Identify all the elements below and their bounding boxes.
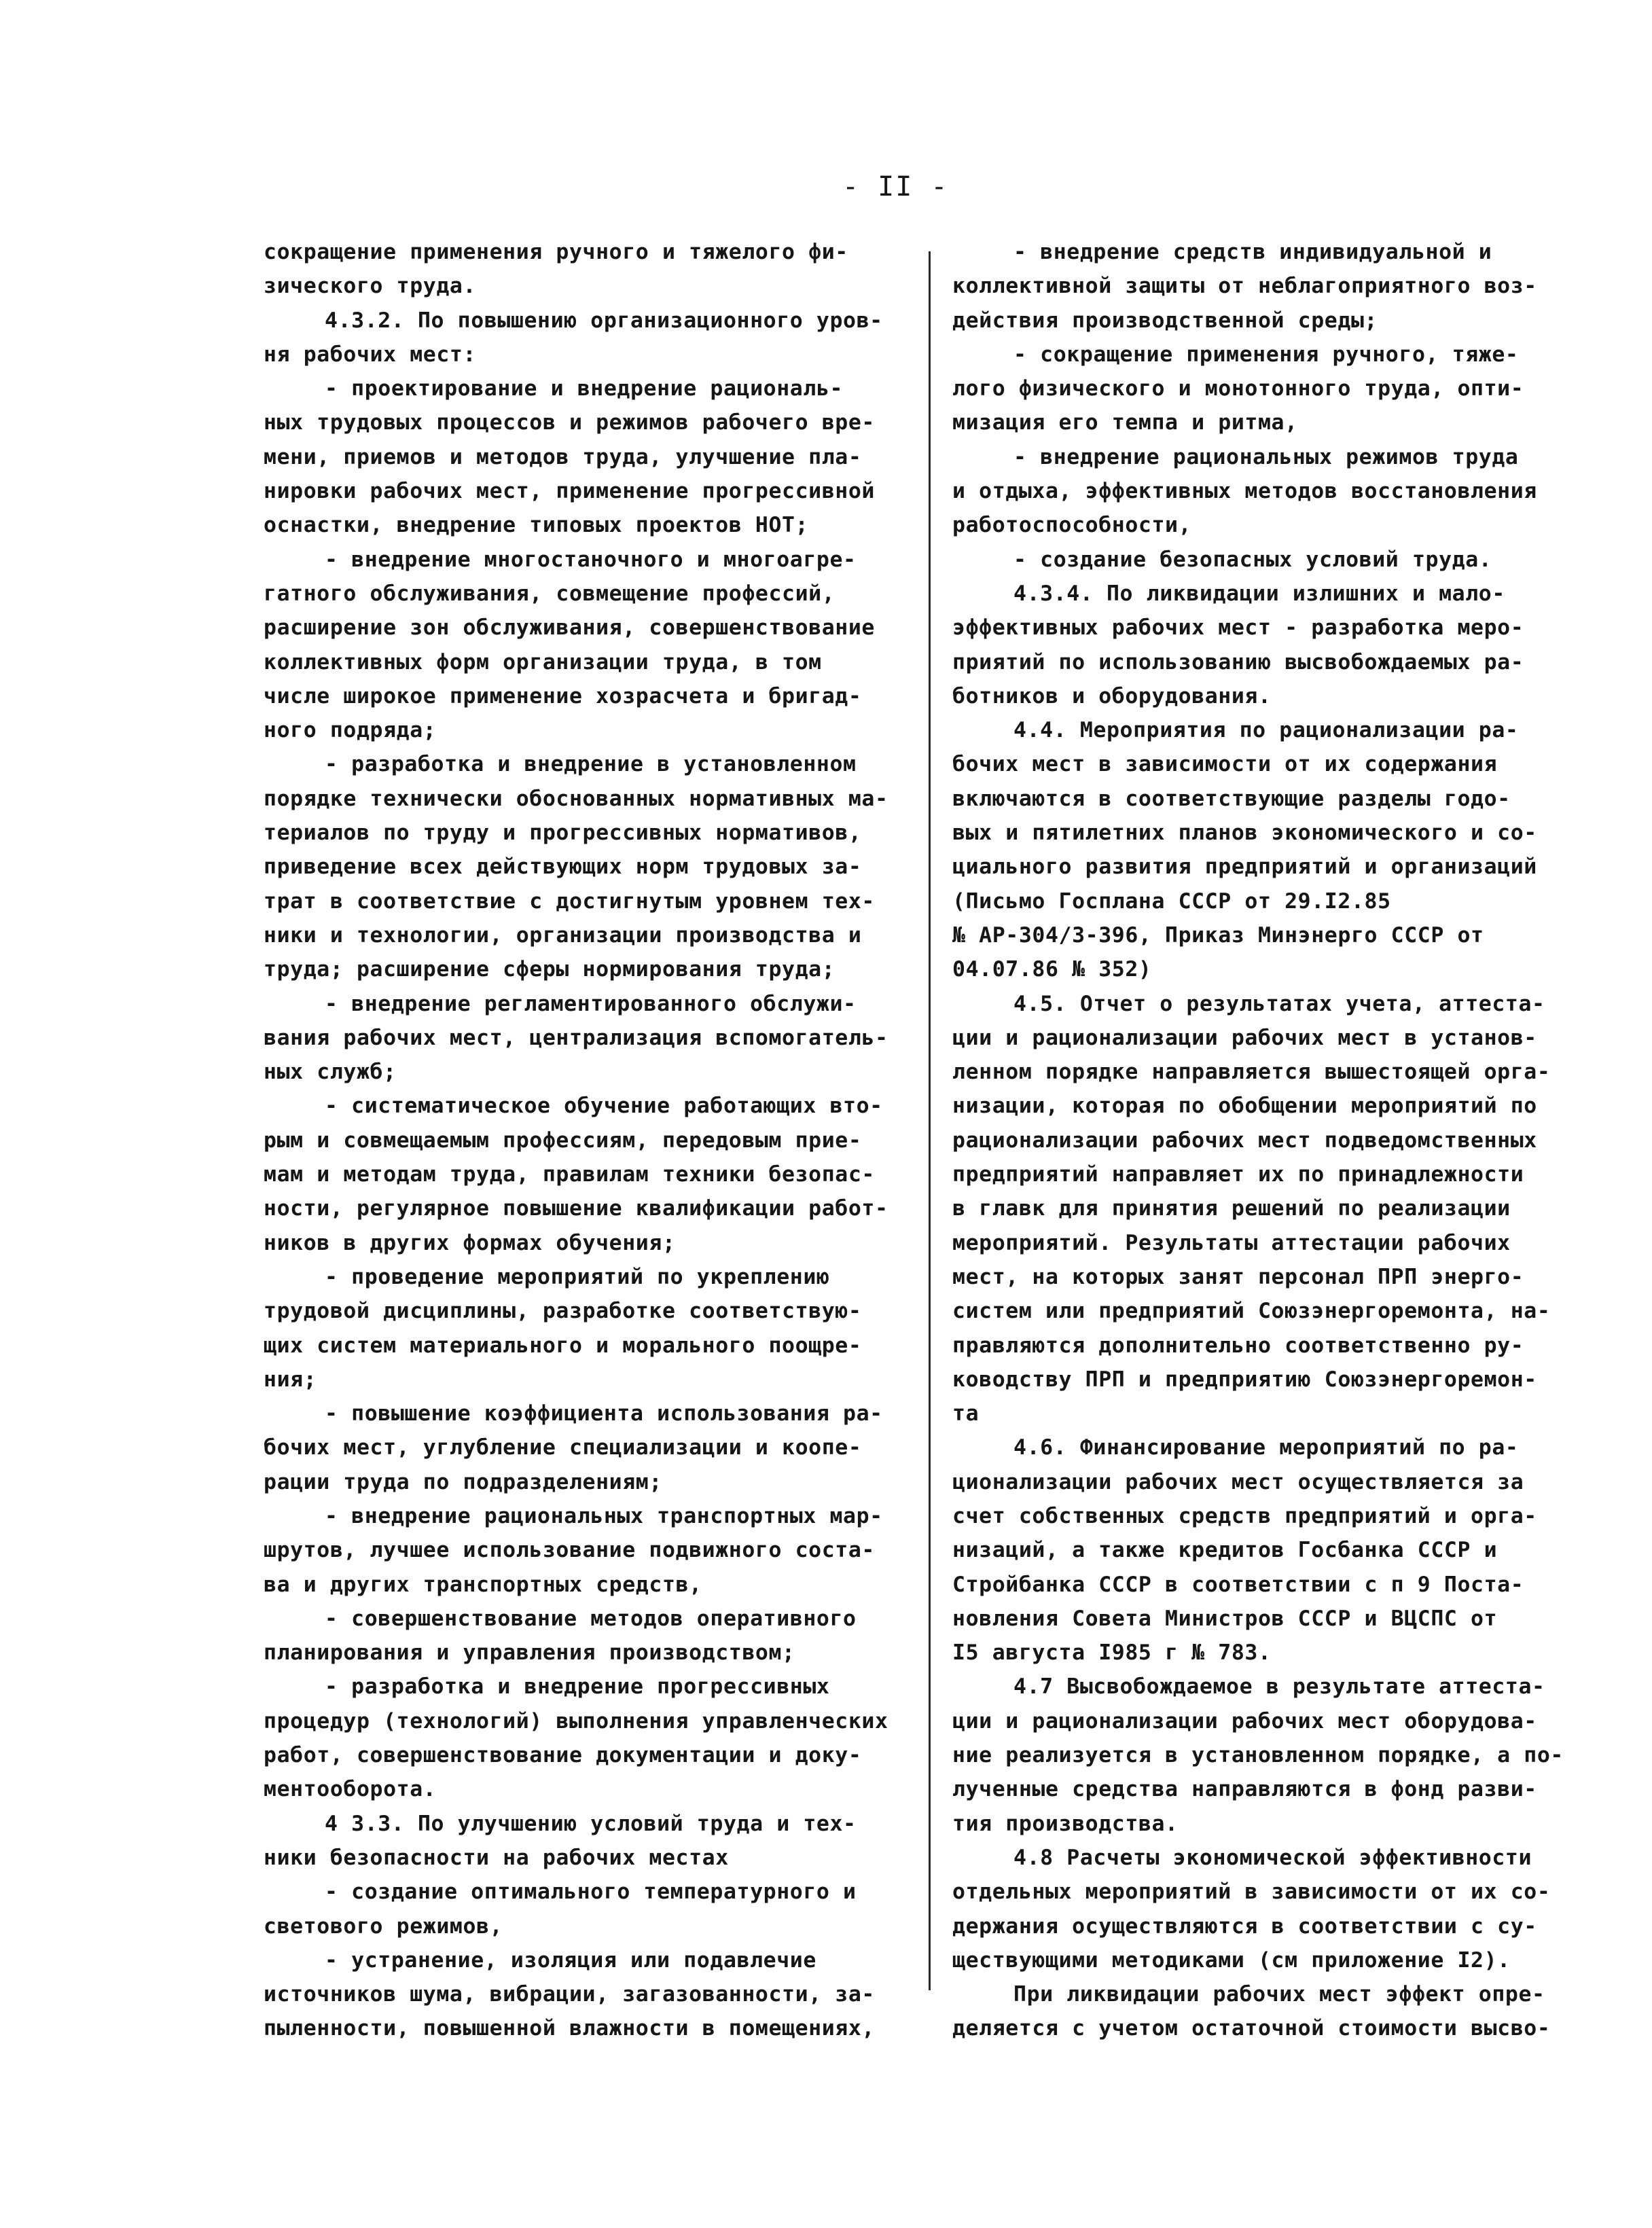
text-line: ники и технологии, организации производства и [264,922,862,948]
text-line: ботников и оборудования. [952,683,1272,708]
text-line: приятий по использованию высвобождаемых ра- [952,649,1524,675]
text-line: лого физического и монотонного труда, опти- [952,376,1524,401]
text-line: низации, которая по обобщении мероприятий по [952,1094,1537,1119]
text-line: включаются в соответствующие разделы годо- [952,786,1511,811]
text-line: расширение зон обслуживания, совершенствование [264,615,875,641]
text-line: I5 августа I985 г № 783. [952,1640,1272,1666]
text-line: - внедрение рациональных режимов труда [1013,444,1519,469]
text-line: предприятий направляет их по принадлежности [952,1162,1524,1187]
text-line: мероприятий. Результаты аттестации рабочих [952,1230,1511,1255]
text-line: действия производственной среды; [952,308,1378,333]
text-line: вых и пятилетних планов экономического и со- [952,821,1537,846]
text-line: При ликвидации рабочих мест эффект опре- [1013,1982,1545,2007]
column-divider [929,251,931,1990]
text-line: деляется с учетом остаточной стоимости высво- [952,2016,1551,2041]
text-line: держания осуществляются в соответствии с су- [952,1913,1537,1939]
text-line: ного подряда; [264,718,437,743]
text-line: рым и совмещаемым профессиям, передовым прие- [264,1128,862,1153]
text-line: ных служб; [264,1060,397,1085]
text-line: - проведение мероприятий по укреплению [325,1264,830,1289]
text-line: нировки рабочих мест, применение прогрессивной [264,479,875,504]
text-line: 4.3.4. По ликвидации излишних и мало- [1013,581,1505,606]
text-line: - создание безопасных условий труда. [1013,547,1492,572]
text-line: работ, совершенствование документации и доку- [264,1743,862,1768]
left-text-column [264,235,909,2046]
text-line: бочих мест в зависимости от их содержания [952,752,1498,777]
text-line: ников в других формах обучения; [264,1230,676,1255]
text-line: 4.6. Финансирование мероприятий по ра- [1013,1435,1519,1460]
text-line: отдельных мероприятий в зависимости от их со- [952,1880,1551,1905]
text-line: циального развития предприятий и организаций [952,855,1537,880]
text-line: эффективных рабочих мест - разработка меро- [952,615,1524,641]
text-line: териалов по труду и прогрессивных нормативов, [264,821,862,846]
text-line: - устранение, изоляция или подавлечие [325,1947,816,1973]
text-line: ние реализуется в установленном порядке, а по- [952,1743,1564,1768]
text-line: - сокращение применения ручного, тяже- [1013,342,1519,367]
text-line: планирования и управления производством; [264,1640,795,1666]
text-line: приведение всех действующих норм трудовых за- [264,855,862,880]
text-line: ва и других транспортных средств, [264,1572,702,1597]
text-line: ции и рационализации рабочих мест оборудова- [952,1708,1537,1733]
text-line: та [952,1401,980,1426]
text-line: шрутов, лучшее использование подвижного соста- [264,1538,875,1563]
text-line: ководству ПРП и предприятию Союзэнергоремон- [952,1367,1537,1392]
text-line: труда; расширение сферы нормирования труда; [264,957,836,982]
text-line: коллективных форм организации труда, в том [264,649,822,675]
text-line: ленном порядке направляется вышестоящей орга- [952,1060,1551,1085]
text-line: 04.07.86 № 352) [952,957,1152,982]
text-line: бочих мест, углубление специализации и коопе- [264,1435,862,1460]
text-line: порядке технически обоснованных нормативных ма- [264,786,888,811]
text-line: низаций, а также кредитов Госбанка СССР и [952,1538,1498,1563]
text-line: пыленности, повышенной влажности в помещениях, [264,2016,875,2041]
text-line: ных трудовых процессов и режимов рабочего вре- [264,410,875,435]
text-line: - разработка и внедрение прогрессивных [325,1674,830,1700]
text-line: коллективной защиты от неблагоприятного воз- [952,274,1537,299]
text-line: мизация его темпа и ритма, [952,410,1298,435]
text-line: - создание оптимального температурного и [325,1880,857,1905]
text-line: 4.7 Высвобождаемое в результате аттеста- [1013,1674,1545,1700]
text-line: - внедрение регламентированного обслужи- [325,991,857,1016]
text-line: числе широкое применение хозрасчета и бригад- [264,683,862,708]
text-line: систем или предприятий Союзэнергоремонта, на- [952,1299,1551,1324]
text-line: ции и рационализации рабочих мест в установ- [952,1025,1537,1050]
text-line: зического труда. [264,274,477,299]
text-line: светового режимов, [264,1913,503,1939]
text-line: - внедрение многостаночного и многоагре- [325,547,857,572]
text-line: лученные средства направляются в фонд разви- [952,1777,1537,1802]
text-line: - внедрение рациональных транспортных мар- [325,1503,883,1528]
text-line: работоспособности, [952,513,1192,538]
text-line: - систематическое обучение работающих вто- [325,1094,883,1119]
text-line: - повышение коэффициента использования ра- [325,1401,883,1426]
text-line: правляются дополнительно соответственно ру- [952,1333,1524,1358]
text-line: ня рабочих мест: [264,342,477,367]
text-line: мест, на которых занят персонал ПРП энерго- [952,1264,1524,1289]
text-line: (Письмо Госплана СССР от 29.I2.85 [952,888,1391,914]
text-line: Стройбанка СССР в соответствии с п 9 Поста- [952,1572,1524,1597]
text-line: источников шума, вибрации, загазованности, за- [264,1982,875,2007]
text-line: - проектирование и внедрение рациональ- [325,376,844,401]
text-line: и отдыха, эффективных методов восстановления [952,479,1537,504]
text-line: гатного обслуживания, совмещение профессий, [264,581,836,606]
text-line: 4.4. Мероприятия по рационализации ра- [1013,718,1519,743]
text-line: - разработка и внедрение в установленном [325,752,857,777]
text-line: ществующими методиками (см приложение I2). [952,1947,1511,1973]
text-line: в главк для принятия решений по реализации [952,1196,1511,1221]
text-line: сокращение применения ручного и тяжелого фи- [264,240,848,264]
text-line: ментооборота. [264,1777,437,1802]
text-line: мени, приемов и методов труда, улучшение пла- [264,444,862,469]
text-line: ния; [264,1367,317,1392]
text-line: щих систем материального и морального поощре- [264,1333,862,1358]
text-line: ности, регулярное повышение квалификации работ- [264,1196,888,1221]
text-line: ционализации рабочих мест осуществляется за [952,1469,1524,1494]
page-number: - II - [842,171,949,202]
text-line: трат в соответствие с достигнутым уровнем тех- [264,888,875,914]
text-line: новления Совета Министров СССР и ВЦСПС от [952,1606,1498,1631]
text-line: трудовой дисциплины, разработке соответствую- [264,1299,862,1324]
text-line: 4.3.2. По повышению организационного уров- [325,308,883,333]
text-line: № АР-304/3-396, Приказ Минэнерго СССР от [952,922,1484,948]
text-line: мам и методам труда, правилам техники безопас- [264,1162,875,1187]
text-line: 4 3.3. По улучшению условий труда и тех- [325,1811,857,1836]
text-line: процедур (технологий) выполнения управленческих [264,1708,888,1733]
text-line: тия производства. [952,1811,1179,1836]
text-line: рации труда по подразделениям; [264,1469,662,1494]
right-text-column [952,235,1598,2046]
text-line: - внедрение средств индивидуальной и [1013,240,1492,264]
text-line: рационализации рабочих мест подведомственных [952,1128,1537,1153]
text-line: - совершенствование методов оперативного [325,1606,857,1631]
text-line: оснастки, внедрение типовых проектов НОТ; [264,513,809,538]
text-line: ники безопасности на рабочих местах [264,1845,729,1870]
text-line: 4.5. Отчет о результатах учета, аттеста- [1013,991,1545,1016]
text-line: счет собственных средств предприятий и орга- [952,1503,1537,1528]
text-line: вания рабочих мест, централизация вспомогатель- [264,1025,888,1050]
text-line: 4.8 Расчеты экономической эффективности [1013,1845,1532,1870]
